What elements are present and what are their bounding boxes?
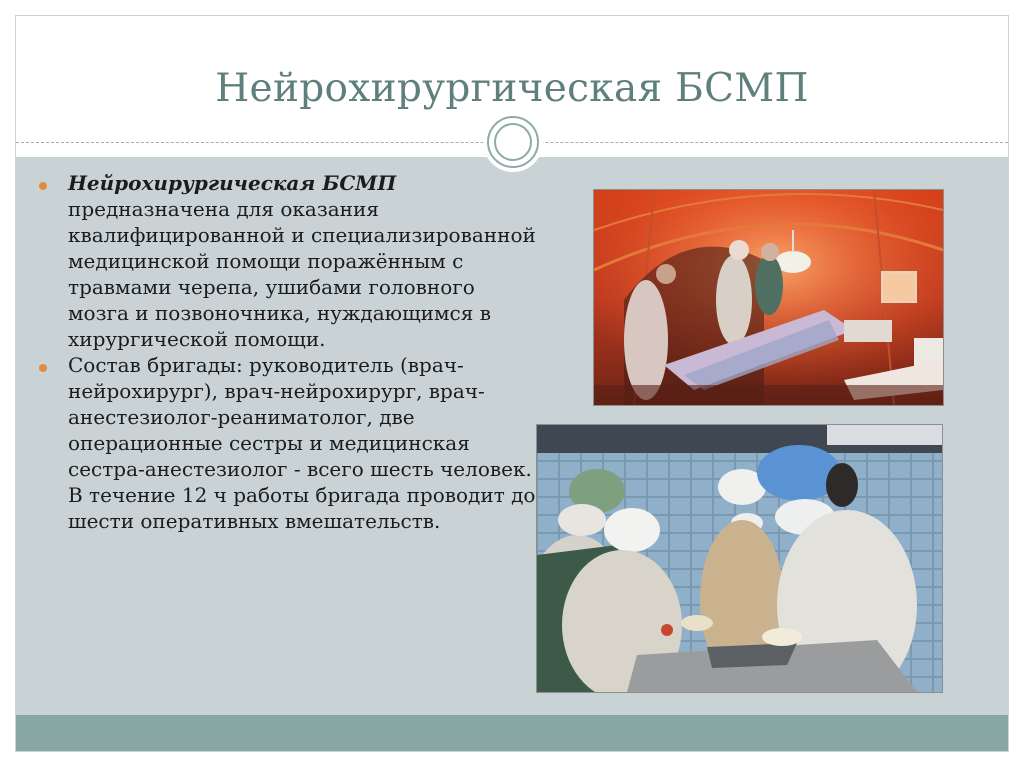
circle-ornament-icon xyxy=(483,112,543,172)
slide-title: Нейрохирургическая БСМП xyxy=(215,66,809,111)
surgery-tent-photo xyxy=(593,189,944,406)
bullet-item xyxy=(35,352,540,534)
bullet-icon xyxy=(39,364,47,372)
bullet-lead: Нейрохирургическая БСМП xyxy=(68,171,397,195)
text-column xyxy=(35,170,540,534)
bullet-text: предназначена для оказания квалифицированной и специализированной медицинской помощи поражённым с травмами черепа, ушибами головного мозга и позвоночника, нуждающимся в хирургической помощи. xyxy=(68,197,536,351)
footer-band xyxy=(16,715,1008,751)
bullet-icon xyxy=(39,182,47,190)
bullet-text: Состав бригады: руководитель (врач-нейрохирург), врач-нейрохирург, врач-анестезиолог-реаниматолог, две операционные сестры и медицинская сестра-анестезиолог - всего шесть человек. В течение 12 ч работы бригада проводит до шести оперативных вмешательств. xyxy=(68,353,536,533)
operating-room-photo xyxy=(536,424,943,693)
bullet-item xyxy=(35,170,540,352)
